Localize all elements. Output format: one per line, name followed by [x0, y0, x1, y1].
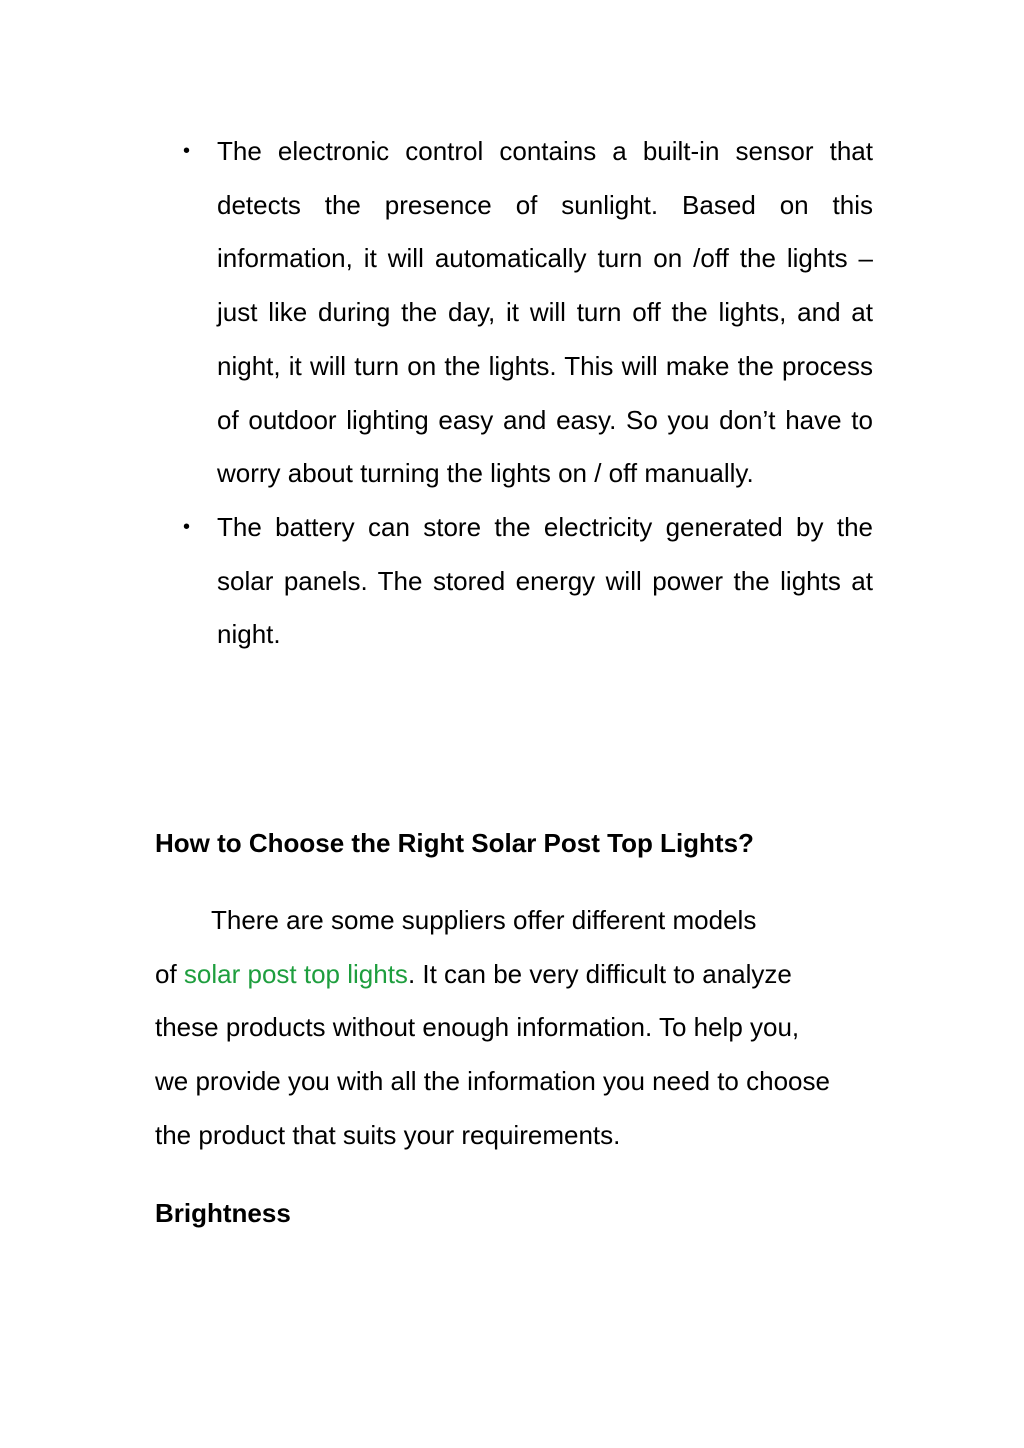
section-heading-choose: How to Choose the Right Solar Post Top Lights?	[155, 828, 754, 858]
solar-post-top-lights-link[interactable]: solar post top lights	[183, 958, 408, 989]
para-line-2-prefix: of	[155, 958, 184, 989]
bullet-item-battery	[183, 501, 873, 662]
feature-bullet-list	[183, 125, 873, 662]
para-line-3: these products without enough information. To help you,	[155, 1012, 800, 1043]
bullet-marker: •	[183, 140, 191, 162]
para-line-1: There are some suppliers offer different models	[211, 905, 757, 935]
bullet-text-battery: The battery can store the electricity generated by the solar panels. The stored energy will power the lights at night.	[217, 511, 873, 650]
bullet-item-sensor	[183, 125, 873, 501]
para-line-2	[155, 948, 875, 1002]
section-heading-brightness: Brightness	[155, 1198, 291, 1228]
bullet-marker: •	[183, 515, 191, 538]
para-line-2-suffix: . It can be very difficult to analyze	[407, 958, 792, 989]
para-line-4: we provide you with all the information you need to choose	[155, 1066, 830, 1097]
choose-paragraph	[155, 894, 875, 1163]
para-line-5: the product that suits your requirements.	[155, 1119, 621, 1150]
bullet-text-sensor: The electronic control contains a built-in sensor that detects the presence of sunlight. Based on this information, it will automatically turn on /off the lights – just like during the day, it will turn off the lights, and at night, it will turn on the lights. This will make the process of outdoor lighting easy and easy. So you don’t have to worry about turning the lights on / off manually.	[217, 136, 873, 489]
